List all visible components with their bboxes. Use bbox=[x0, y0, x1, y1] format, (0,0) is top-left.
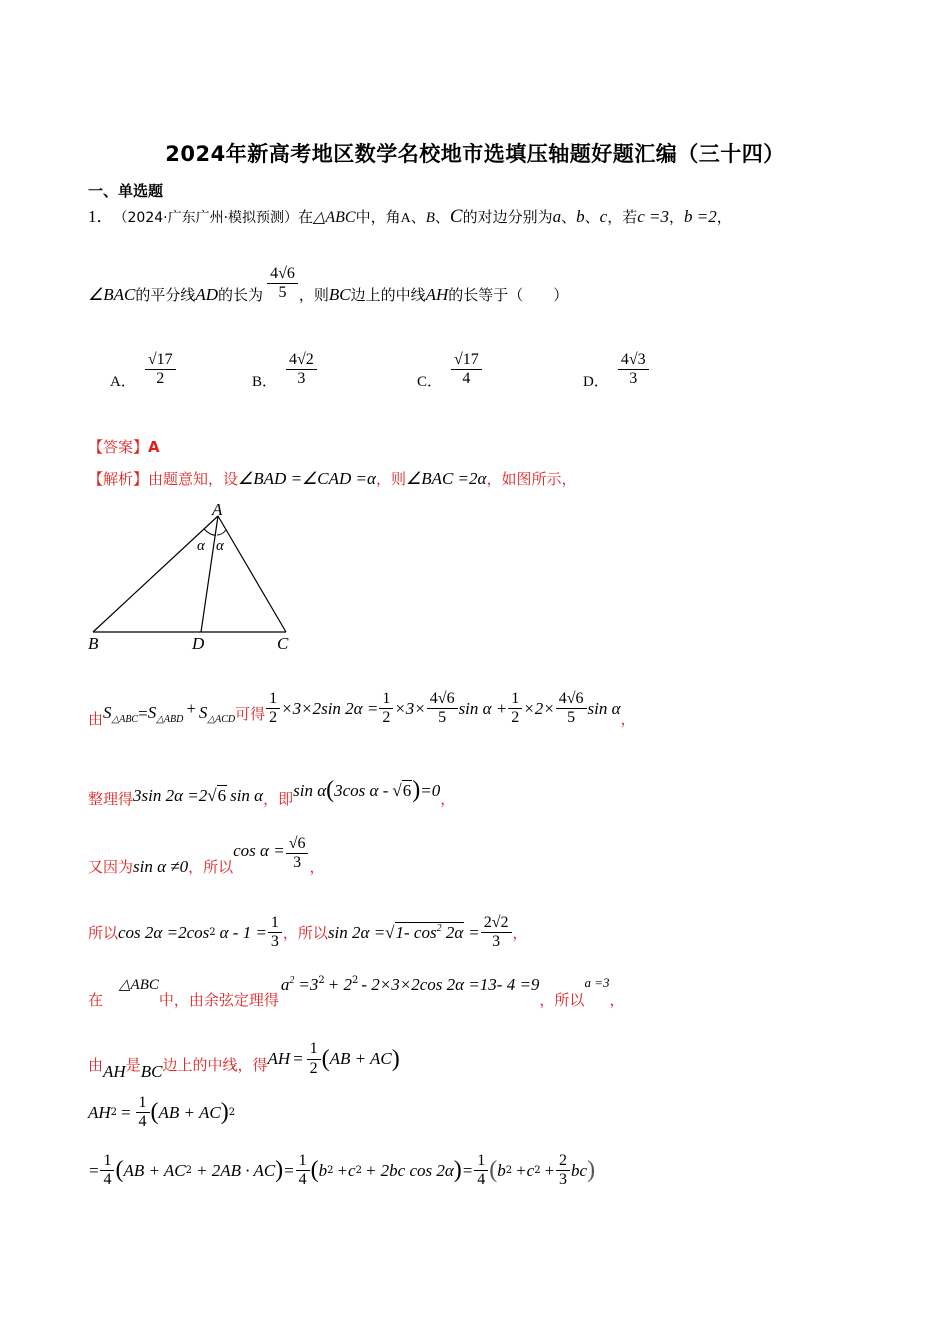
equals: = bbox=[138, 703, 148, 723]
b-value: b =2 bbox=[684, 207, 717, 226]
text: 边上的中线，得 bbox=[162, 1055, 268, 1074]
fraction-root6-3: $\frac{√6}{3}$ bbox=[286, 835, 309, 873]
text: ， bbox=[512, 924, 528, 943]
side-c: c bbox=[599, 207, 608, 226]
angle-b: B bbox=[425, 210, 435, 226]
analysis-step-3 bbox=[88, 830, 324, 877]
area-abd: $S_{\triangle ABD}$ bbox=[147, 702, 184, 725]
expression: + 2AB · AC bbox=[196, 1160, 276, 1180]
expression: cos 2α =2cos bbox=[118, 922, 210, 942]
text: 的长等于（ ） bbox=[448, 286, 569, 304]
text: 又因为 bbox=[88, 858, 134, 876]
expression: ×2× bbox=[523, 698, 555, 718]
section-heading: 一、单选题 bbox=[88, 182, 164, 200]
text: ， bbox=[620, 710, 636, 728]
option-value: $\frac{√17}{4}$ bbox=[451, 351, 482, 389]
side-a: a bbox=[552, 207, 562, 226]
expression: sin α bbox=[230, 785, 264, 805]
analysis-step-4: 所以 cos 2α =2cos 2 α - 1 = $\frac{1}{3}$ ，所以 sin 2α = √1- $\cos^2 2\alpha$ = $\frac{2√2}{3}$ ， bbox=[88, 914, 528, 951]
analysis-tag: 【解析】 bbox=[88, 470, 149, 488]
expression: = bbox=[468, 922, 480, 942]
option-label: A． bbox=[110, 374, 136, 390]
separator: ， bbox=[669, 208, 685, 226]
fraction-half: $\frac{1}{2}$ bbox=[508, 690, 522, 728]
vector-ah: AH bbox=[267, 1049, 291, 1068]
answer-tag: 【答案】 bbox=[88, 438, 149, 456]
expression: α - 1 = bbox=[219, 922, 267, 942]
equals: = bbox=[120, 1102, 132, 1122]
analysis-step-5: 在 △ABC 中，由余弦定理得 $a^2$ =3 2 + 2 2 - 2×3×2cos 2α =13- 4 =9 ，所以 a =3 ， bbox=[88, 975, 625, 1009]
segment-ah: AH bbox=[425, 284, 449, 304]
fraction-2-3: $\frac{2}{3}$ bbox=[556, 1152, 570, 1190]
fraction-ad-length: $\frac{4√6}{5}$ bbox=[267, 265, 298, 303]
fraction-quarter: $\frac{1}{4}$ bbox=[296, 1152, 310, 1190]
option-b[interactable] bbox=[252, 348, 318, 391]
expression: +c bbox=[515, 1160, 535, 1180]
text: ，如图所示， bbox=[486, 470, 577, 488]
expression: ×3×2sin 2α = bbox=[281, 698, 379, 718]
text: 中，由余弦定理得 bbox=[158, 991, 279, 1009]
option-value: $\frac{4√2}{3}$ bbox=[286, 351, 317, 389]
vertex-d-label: D bbox=[192, 634, 205, 653]
fraction-half: $\frac{1}{2}$ bbox=[266, 690, 280, 728]
option-c[interactable] bbox=[417, 348, 483, 391]
fraction-quarter: $\frac{1}{4}$ bbox=[136, 1094, 150, 1132]
expression: =0 bbox=[420, 780, 441, 800]
text: 由 bbox=[88, 710, 104, 728]
expression: +c bbox=[336, 1160, 356, 1180]
equals: = bbox=[461, 1160, 474, 1180]
text: 的对边分别为 bbox=[462, 208, 553, 226]
option-value: $\frac{√17}{2}$ bbox=[145, 351, 176, 389]
c-value: c =3 bbox=[637, 207, 669, 226]
expression: sin α ≠0 bbox=[133, 856, 189, 876]
document-title: 2024年新高考地区数学名校地市选填压轴题好题汇编（三十四） bbox=[165, 142, 785, 166]
side-b: b bbox=[576, 207, 585, 226]
answer-value: A bbox=[148, 438, 160, 456]
equation: ∠BAC =2α bbox=[405, 469, 487, 488]
analysis-step-8: = $\frac{1}{4}$ ( AB + AC 2 + 2AB · AC ) = $\frac{1}{4}$ ( b 2 +c 2 + 2bc cos 2α ) = $\frac{1}{4}$ ( b 2 +c 2 + $\frac{2}{3}$ bc ) bbox=[88, 1152, 596, 1189]
angle-alpha-right: α bbox=[216, 538, 224, 554]
option-label: B． bbox=[252, 374, 278, 390]
text: 整理得 bbox=[88, 790, 134, 808]
equals: = bbox=[88, 1160, 100, 1180]
expression: + 2 bbox=[327, 975, 352, 994]
expression: AB + AC bbox=[329, 1049, 392, 1068]
text: 在 bbox=[298, 208, 314, 226]
text: 可得 bbox=[235, 705, 266, 723]
segment-ah: AH bbox=[103, 1062, 126, 1081]
angle-a: A bbox=[400, 211, 411, 226]
angle-c: C bbox=[449, 206, 463, 227]
segment-bc: BC bbox=[140, 1062, 163, 1081]
separator: 、 bbox=[561, 208, 577, 226]
expression: sin α bbox=[293, 780, 327, 800]
text: ，所以 bbox=[188, 858, 234, 876]
fraction-4root6-5: $\frac{4√6}{5}$ bbox=[556, 690, 587, 728]
analysis-step-7: AH 2 = $\frac{1}{4}$ ( AB + AC ) 2 bbox=[88, 1094, 236, 1131]
question-line-1 bbox=[88, 202, 732, 228]
fraction-1-3: $\frac{1}{3}$ bbox=[268, 914, 282, 952]
angle-bac: ∠BAC bbox=[88, 284, 136, 304]
vertex-c-label: C bbox=[277, 634, 289, 653]
expression: - 2×3×2cos 2α =13- 4 =9 bbox=[361, 975, 540, 994]
analysis-step-6: 由 AH 是 BC 边上的中线，得 AH = $\frac{1}{2}$ ( AB + AC ) bbox=[88, 1040, 400, 1081]
text: 由题意知，设 bbox=[148, 470, 239, 488]
text: ， bbox=[609, 991, 625, 1009]
question-line-2 bbox=[88, 262, 568, 305]
equation: ∠BAD =∠CAD =α bbox=[238, 469, 376, 488]
segment-bc: BC bbox=[328, 284, 351, 304]
separator: 、 bbox=[584, 208, 600, 226]
expression: sin 2α = bbox=[327, 922, 386, 942]
angle-alpha-left: α bbox=[197, 538, 205, 554]
fraction-quarter: $\frac{1}{4}$ bbox=[474, 1152, 488, 1190]
area-acd: $S_{\triangle ACD}$ bbox=[198, 702, 236, 725]
expression: b bbox=[497, 1160, 506, 1180]
plus: + bbox=[186, 698, 196, 718]
expression: + bbox=[543, 1160, 556, 1180]
text: ，则 bbox=[298, 286, 329, 304]
expression: + 2bc cos 2α bbox=[364, 1160, 454, 1180]
expression: sin α + bbox=[458, 698, 508, 718]
fraction-2root2-3: $\frac{2√2}{3}$ bbox=[481, 914, 512, 952]
option-d[interactable] bbox=[583, 348, 650, 391]
separator: 、 bbox=[410, 208, 426, 226]
text: ， bbox=[309, 858, 325, 876]
superscript: 2 bbox=[209, 927, 216, 939]
option-value: $\frac{4√3}{3}$ bbox=[618, 351, 649, 389]
fraction-quarter: $\frac{1}{4}$ bbox=[100, 1152, 114, 1190]
equals: = bbox=[283, 1160, 295, 1180]
text: 的平分线 bbox=[135, 286, 196, 304]
expression: sin α bbox=[587, 698, 621, 718]
analysis-step-2: 整理得 3sin 2α =2 √6 sin α ，即 sin α ( 3cos α - √6 ) =0 ， bbox=[88, 777, 456, 808]
text: ，则 bbox=[375, 470, 406, 488]
expression: 3cos α - bbox=[334, 780, 389, 800]
vertex-b-label: B bbox=[88, 634, 99, 653]
text: 中，角 bbox=[355, 208, 401, 226]
text: 在 bbox=[88, 991, 104, 1009]
analysis-step-1 bbox=[88, 688, 636, 729]
text: 是 bbox=[125, 1055, 141, 1074]
analysis-intro bbox=[88, 468, 576, 489]
expression: cos α = bbox=[233, 840, 285, 860]
text: 的长为 bbox=[218, 286, 264, 304]
fraction-4root6-5: $\frac{4√6}{5}$ bbox=[427, 690, 458, 728]
text: 所以 bbox=[88, 924, 119, 943]
option-label: C． bbox=[417, 374, 443, 390]
question-source: （2024·广东广州·模拟预测） bbox=[113, 210, 299, 226]
triangle-abc: △ABC bbox=[119, 977, 159, 993]
fraction-half: $\frac{1}{2}$ bbox=[379, 690, 393, 728]
text: 由 bbox=[88, 1055, 104, 1074]
expression: bc bbox=[571, 1160, 588, 1180]
triangle-abc: △ABC bbox=[313, 209, 356, 226]
equals: = bbox=[292, 1049, 304, 1068]
separator: ， bbox=[716, 208, 732, 226]
text: 边上的中线 bbox=[350, 286, 426, 304]
vector-ah: AH bbox=[88, 1102, 111, 1122]
expression: AB + AC bbox=[123, 1160, 186, 1180]
text: ，若 bbox=[607, 208, 638, 226]
text: ， bbox=[440, 790, 456, 808]
expression: AB + AC bbox=[158, 1102, 221, 1122]
area-abc: $S_{\triangle ABC}$ bbox=[103, 702, 139, 725]
fraction-half: $\frac{1}{2}$ bbox=[307, 1040, 321, 1078]
option-a[interactable] bbox=[110, 348, 177, 391]
segment-ad: AD bbox=[195, 284, 219, 304]
expression: b bbox=[318, 1160, 328, 1180]
text: ，所以 bbox=[282, 924, 328, 943]
answer-line bbox=[88, 436, 160, 457]
separator: 、 bbox=[434, 208, 450, 226]
text: ，即 bbox=[263, 790, 294, 808]
text: ，所以 bbox=[539, 991, 585, 1009]
question-number: 1． bbox=[88, 207, 114, 226]
expression: =3 bbox=[298, 975, 319, 994]
expression: ×3× bbox=[394, 698, 426, 718]
vertex-a-label: A bbox=[212, 500, 223, 519]
option-label: D． bbox=[583, 374, 609, 390]
expression: a =3 bbox=[584, 975, 610, 990]
triangle-figure bbox=[80, 495, 310, 660]
expression: 3sin 2α =2 bbox=[133, 785, 208, 805]
